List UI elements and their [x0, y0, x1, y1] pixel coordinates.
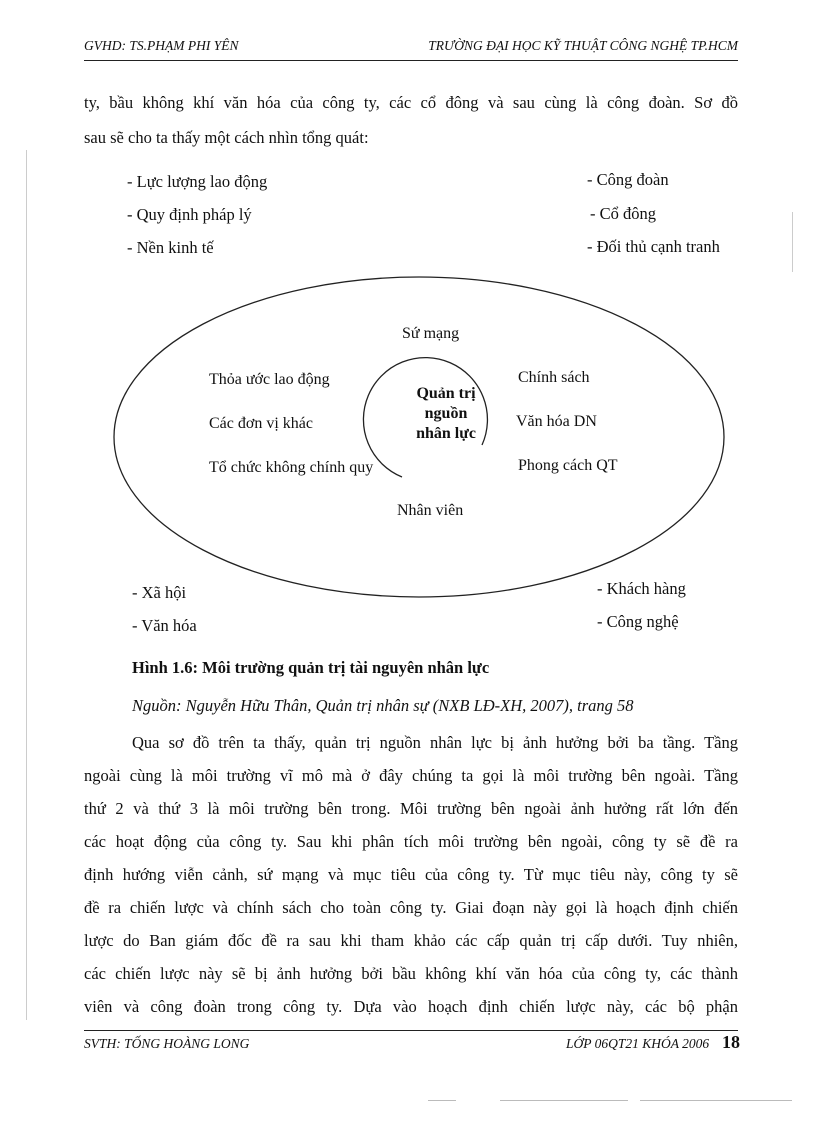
- center-hrm-label: [404, 384, 488, 444]
- center-line-2: nguồn: [424, 405, 468, 422]
- outer-item-competitors: - Đối thủ cạnh tranh: [587, 237, 720, 256]
- outer-item-customers: - Khách hàng: [597, 579, 686, 598]
- mission-label: Sứ mạng: [402, 325, 460, 342]
- paragraph-line: định hướng viễn cảnh, sứ mạng và mục tiêu của công ty. Từ mục tiêu này, công ty sẽ: [84, 865, 738, 884]
- left-margin-mark: [26, 150, 27, 1020]
- intro-line-1: ty, bầu không khí văn hóa của công ty, các cổ đông và sau cùng là công đoàn. Sơ đồ: [84, 93, 738, 112]
- inner-right-policy: Chính sách: [518, 369, 590, 386]
- paragraph-line: viên và công đoàn trong công ty. Dựa vào hoạch định chiến lược này, các bộ phận: [84, 997, 738, 1016]
- outer-item-economy: - Nền kinh tế: [127, 238, 214, 257]
- outer-item-society: - Xã hội: [132, 583, 187, 602]
- outer-item-union: - Công đoàn: [587, 170, 669, 189]
- inner-left-informal: Tổ chức không chính quy: [209, 459, 374, 476]
- intro-line-2: sau sẽ cho ta thấy một cách nhìn tổng quát:: [84, 128, 369, 147]
- outer-item-labor: - Lực lượng lao động: [127, 172, 268, 191]
- scan-artifact: [500, 1100, 628, 1101]
- inner-right-style: Phong cách QT: [518, 457, 618, 474]
- scan-artifact: [428, 1100, 456, 1101]
- paragraph-line: Qua sơ đồ trên ta thấy, quản trị nguồn nhân lực bị ảnh hưởng bởi ba tầng. Tầng: [132, 733, 738, 752]
- paragraph-line: đề ra chiến lược và chính sách cho toàn công ty. Giai đoạn này gọi là hoạch định chiến: [84, 898, 738, 917]
- paragraph-line: thứ 2 và thứ 3 là môi trường bên trong. Môi trường bên ngoài ảnh hưởng rất lớn đến: [84, 799, 738, 818]
- body-paragraph: [84, 726, 738, 1023]
- paragraph-line: ngoài cùng là môi trường vĩ mô mà ở đây chúng ta gọi là môi trường bên ngoài. Tầng: [84, 766, 738, 785]
- inner-right-culture: Văn hóa DN: [516, 413, 597, 430]
- employees-label: Nhân viên: [397, 502, 464, 519]
- right-margin-mark: [792, 212, 793, 272]
- paragraph-line: các chiến lược này sẽ bị ảnh hưởng bởi bầu không khí văn hóa của công ty, các thành: [84, 964, 738, 983]
- paragraph-line: các hoạt động của công ty. Sau khi phân tích môi trường bên ngoài, công ty sẽ đề ra: [84, 832, 738, 851]
- paragraph-line: lược do Ban giám đốc đề ra sau khi tham khảo các cấp quản trị cấp dưới. Tuy nhiên,: [84, 931, 738, 950]
- inner-left-units: Các đơn vị khác: [209, 415, 313, 432]
- figure-caption: Hình 1.6: Môi trường quản trị tài nguyên nhân lực: [132, 658, 490, 677]
- outer-item-shareholders: - Cổ đông: [590, 204, 656, 223]
- footer-left: SVTH: TỐNG HOÀNG LONG: [84, 1036, 250, 1051]
- center-line-3: nhân lực: [416, 425, 476, 442]
- outer-item-culture: - Văn hóa: [132, 616, 197, 635]
- figure-source: Nguồn: Nguyễn Hữu Thân, Quản trị nhân sự (NXB LĐ-XH, 2007), trang 58: [132, 696, 634, 715]
- outer-item-technology: - Công nghệ: [597, 612, 679, 631]
- inner-left-agreement: Thỏa ước lao động: [209, 371, 330, 388]
- center-line-1: Quản trị: [416, 385, 476, 402]
- page-number: 18: [722, 1032, 740, 1052]
- outer-item-legal: - Quy định pháp lý: [127, 205, 252, 224]
- header-rule: [84, 60, 738, 61]
- header-right: TRƯỜNG ĐẠI HỌC KỸ THUẬT CÔNG NGHỆ TP.HCM: [428, 38, 738, 53]
- footer-rule: [84, 1030, 738, 1031]
- header-left: GVHD: TS.PHẠM PHI YÊN: [84, 38, 239, 53]
- scan-artifact: [640, 1100, 792, 1101]
- footer-right: LỚP 06QT21 KHÓA 2006: [566, 1036, 710, 1051]
